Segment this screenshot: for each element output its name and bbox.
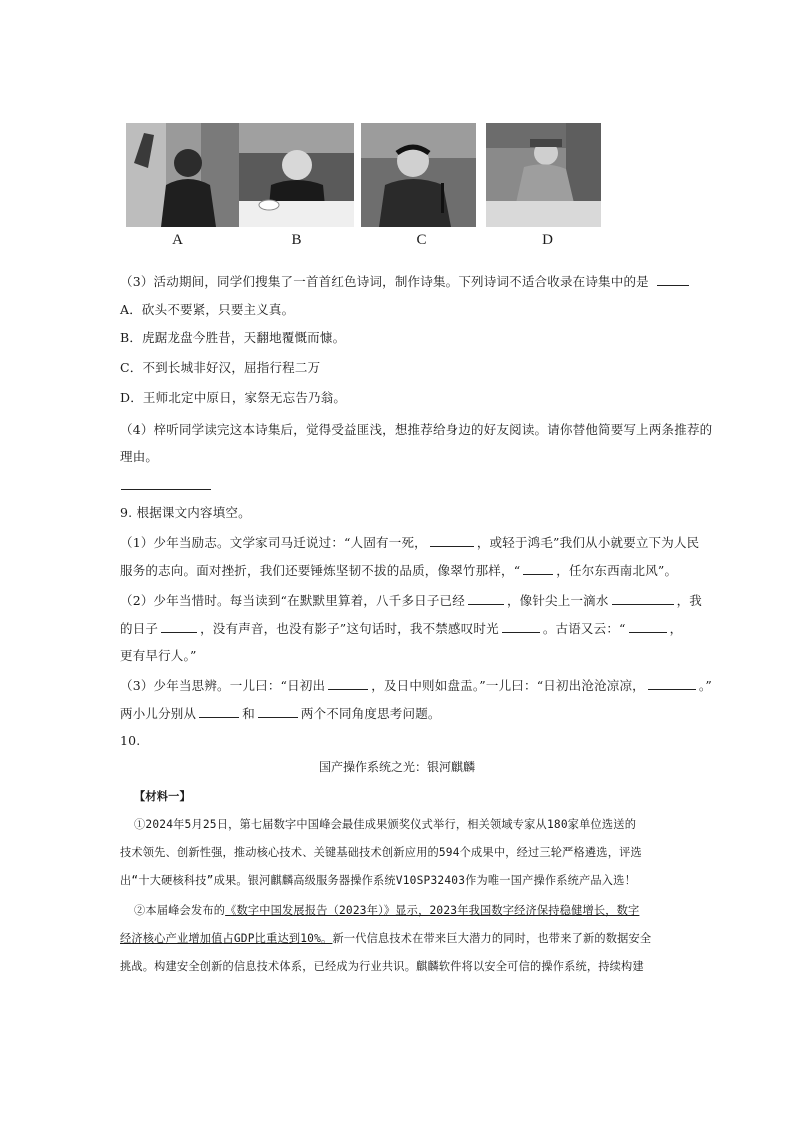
q9-p1-text-c: 服务的志向。面对挫折，我们还要锤炼坚韧不拔的品质，像翠竹那样，“ [120,563,521,578]
q9-blank-9[interactable] [648,677,696,690]
q10-m2-text-a: ②本届峰会发布的 [134,904,226,917]
q9-p3-line1 [120,676,712,694]
q9-p2-line2 [120,619,682,637]
q10-m2-line2 [120,930,651,946]
q9-p2-text-f: 。古语又云：“ [542,621,626,636]
q9-p1-text-a: （1）少年当励志。文学家司马迁说过：“人固有一死， [120,535,427,550]
q10-title: 国产操作系统之光：银河麒麟 [318,760,475,774]
q8-option-b: B．虎踞龙盘今胜昔，天翻地覆慨而慷。 [120,330,346,345]
photo-d-label: D [542,232,553,248]
photo-c-label: C [416,232,427,248]
photo-b [239,123,354,227]
q9-blank-7[interactable] [629,620,667,633]
q9-p3-text-e: 和 [242,706,255,721]
q9-p2-text-g: ， [669,621,683,636]
q8-part3 [120,272,692,290]
q9-blank-5[interactable] [161,620,197,633]
q9-p1-text-d: ，任尔东西南北风”。 [556,563,678,578]
q8-option-c: C．不到长城非好汉，屈指行程二万 [120,360,321,375]
q10-number: 10. [120,733,141,748]
q8-option-a: A．砍头不要紧，只要主义真。 [120,302,295,317]
q9-blank-2[interactable] [523,562,553,575]
q10-m2-text-b: 新一代信息技术在带来巨大潜力的同时，也带来了新的数据安全 [332,932,652,945]
q9-blank-4[interactable] [612,592,674,605]
q10-m2-underlined-a: 《数字中国发展报告（2023年）》显示，2023年我国数字经济保持稳健增长，数字 [225,904,640,917]
q9-p2-text-e: ，没有声音，也没有影子”这句话时，我不禁感叹时光 [200,621,499,636]
photo-c [361,123,476,227]
photo-b-label: B [291,232,302,248]
q9-p3-text-c: 。” [698,678,712,693]
q9-blank-3[interactable] [468,592,504,605]
q8-part3-text: （3）活动期间，同学们搜集了一首首红色诗词，制作诗集。下列诗词不适合收录在诗集中的是 [120,274,649,289]
q9-p2-line1 [120,591,702,609]
q9-p1-line2 [120,561,677,579]
q9-heading: 9. 根据课文内容填空。 [120,505,251,520]
q9-blank-1[interactable] [430,534,474,547]
photo-c-image [361,123,476,227]
q8-option-d: D．王师北定中原日，家祭无忘告乃翁。 [120,390,347,405]
q8-part4-line1: （4）梓听同学读完这本诗集后，觉得受益匪浅，想推荐给身边的好友阅读。请你替他简要写上两条推荐的 [120,422,713,437]
q9-p2-text-b: ，像针尖上一滴水 [506,593,609,608]
photo-d [486,123,601,227]
photo-b-image [239,123,354,227]
q10-m2-line1 [134,902,639,918]
q9-p3-text-f: 两个不同角度思考问题。 [300,706,441,721]
q10-m2-underlined-b: 经济核心产业增加值占GDP比重达到10%。 [120,932,333,945]
q8-answer-line[interactable] [121,489,211,490]
q9-blank-10[interactable] [199,705,239,718]
q9-p3-text-b: ，及日中则如盘盂。”一儿曰：“日初出沧沧凉凉， [371,678,645,693]
q9-p2-line3: 更有早行人。” [120,648,197,663]
q10-m1-line3: 出“十大硬核科技”成果。银河麒麟高级服务器操作系统V10SP32403作为唯一国产操作系统产品入选！ [120,874,636,887]
q8-part3-blank[interactable] [657,273,689,286]
photo-a [126,123,241,227]
photo-d-image [486,123,601,227]
q9-p3-line2 [120,704,441,722]
q8-part4-line2: 理由。 [120,449,159,464]
q9-p2-text-a: （2）少年当惜时。每当读到“在默默里算着，八千多日子已经 [120,593,465,608]
q9-p1-text-b: ，或轻于鸿毛”我们从小就要立下为人民 [476,535,700,550]
q9-p3-text-a: （3）少年当思辨。一儿曰：“日初出 [120,678,326,693]
photo-a-image [126,123,241,227]
q9-p2-text-c: ，我 [676,593,702,608]
q9-blank-8[interactable] [328,677,368,690]
q10-m2-line3: 挑战。构建安全创新的信息技术体系，已经成为行业共识。麒麟软件将以安全可信的操作系统，持续构建 [120,960,644,973]
q9-p2-text-d: 的日子 [120,621,159,636]
photo-a-label: A [172,232,183,248]
q9-p1-line1 [120,533,699,551]
q10-m1-line2: 技术领先、创新性强，推动核心技术、关键基础技术创新应用的594个成果中，经过三轮严格遴选，评选 [120,846,642,859]
q9-blank-6[interactable] [502,620,540,633]
q9-blank-11[interactable] [258,705,298,718]
q10-m1-line1: ①2024年5月25日，第七届数字中国峰会最佳成果颁奖仪式举行，相关领域专家从180家单位选送的 [134,818,637,831]
q9-p3-text-d: 两小儿分别从 [120,706,197,721]
q10-material-label: 【材料一】 [134,790,191,803]
